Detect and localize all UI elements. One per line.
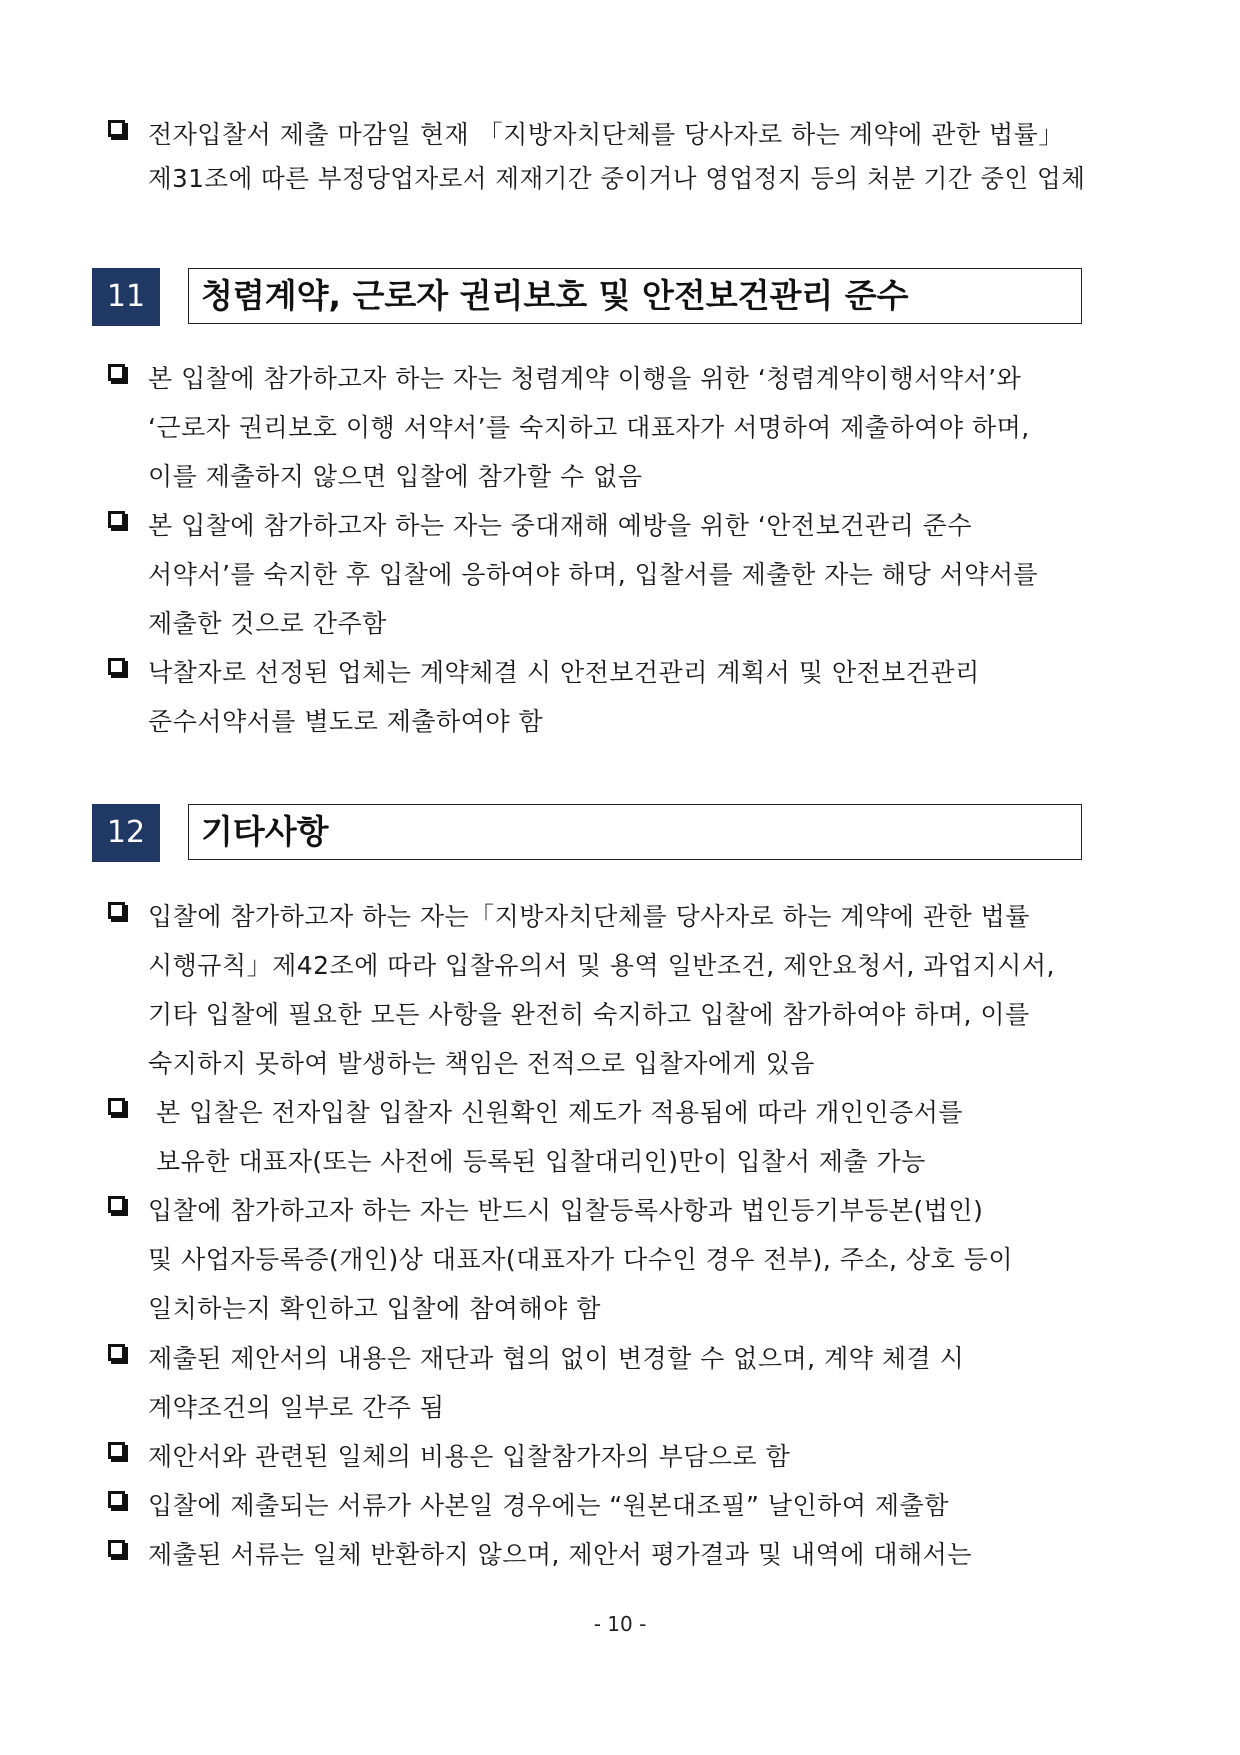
item-line: 입찰에 제출되는 서류가 사본일 경우에는 “원본대조필” 날인하여 제출함 bbox=[148, 1491, 949, 1520]
checkbox-bullet-icon bbox=[108, 120, 125, 137]
item-line: 보유한 대표자(또는 사전에 등록된 입찰대리인)만이 입찰서 제출 가능 bbox=[156, 1147, 926, 1176]
item-line: 및 사업자등록증(개인)상 대표자(대표자가 다수인 경우 전부), 주소, 상호 등이 bbox=[148, 1245, 1013, 1274]
section-title: 기타사항 bbox=[201, 812, 329, 851]
list-item bbox=[108, 1481, 1108, 1531]
list-item bbox=[108, 1088, 1108, 1188]
item-line: 시행규칙」제42조에 따라 입찰유의서 및 용역 일반조건, 제안요청서, 과업지시서, bbox=[148, 951, 1055, 980]
list-item bbox=[108, 1186, 1108, 1336]
checkbox-bullet-icon bbox=[108, 1098, 125, 1115]
list-item bbox=[108, 892, 1108, 1092]
item-line: 이를 제출하지 않으면 입찰에 참가할 수 없음 bbox=[148, 462, 643, 491]
item-line: 일치하는지 확인하고 입찰에 참여해야 함 bbox=[148, 1294, 601, 1323]
item-line: 본 입찰에 참가하고자 하는 자는 중대재해 예방을 위한 ‘안전보건관리 준수 bbox=[148, 511, 972, 540]
checkbox-bullet-icon bbox=[108, 1344, 125, 1361]
checkbox-bullet-icon bbox=[108, 1196, 125, 1213]
checkbox-bullet-icon bbox=[108, 511, 125, 528]
checkbox-bullet-icon bbox=[108, 1491, 125, 1508]
list-item bbox=[108, 1530, 1108, 1580]
section-number: 11 bbox=[92, 268, 160, 326]
page-number: - 10 - bbox=[593, 1612, 647, 1636]
checkbox-bullet-icon bbox=[108, 364, 125, 381]
section-heading-11 bbox=[92, 268, 1092, 328]
item-line: 서약서’를 숙지한 후 입찰에 응하여야 하며, 입찰서를 제출한 자는 해당 서약서를 bbox=[148, 560, 1039, 589]
list-item bbox=[108, 1334, 1108, 1434]
list-item bbox=[108, 501, 1108, 651]
section-title-box bbox=[188, 268, 1082, 324]
section-number: 12 bbox=[92, 804, 160, 862]
checkbox-bullet-icon bbox=[108, 1540, 125, 1557]
item-line: 기타 입찰에 필요한 모든 사항을 완전히 숙지하고 입찰에 참가하여야 하며, 이를 bbox=[148, 1000, 1030, 1029]
checkbox-bullet-icon bbox=[108, 1442, 125, 1459]
item-line: 본 입찰에 참가하고자 하는 자는 청렴계약 이행을 위한 ‘청렴계약이행서약서’와 bbox=[148, 364, 1022, 393]
checkbox-bullet-icon bbox=[108, 658, 125, 675]
item-line: 준수서약서를 별도로 제출하여야 함 bbox=[148, 707, 544, 736]
section-heading-12 bbox=[92, 804, 1092, 864]
item-line: 계약조건의 일부로 간주 됨 bbox=[148, 1393, 445, 1422]
list-item bbox=[108, 354, 1108, 504]
item-line: 입찰에 참가하고자 하는 자는「지방자치단체를 당사자로 하는 계약에 관한 법률 bbox=[148, 902, 1030, 931]
item-line: 본 입찰은 전자입찰 입찰자 신원확인 제도가 적용됨에 따라 개인인증서를 bbox=[156, 1098, 964, 1127]
list-item bbox=[108, 1432, 1108, 1482]
item-line: 전자입찰서 제출 마감일 현재 「지방자치단체를 당사자로 하는 계약에 관한 법률」 bbox=[148, 120, 1064, 149]
section-title: 청렴계약, 근로자 권리보호 및 안전보건관리 준수 bbox=[201, 276, 909, 315]
item-line: 낙찰자로 선정된 업체는 계약체결 시 안전보건관리 계획서 및 안전보건관리 bbox=[148, 658, 980, 687]
item-line: ‘근로자 권리보호 이행 서약서’를 숙지하고 대표자가 서명하여 제출하여야 하며, bbox=[148, 413, 1030, 442]
list-item bbox=[108, 110, 1108, 208]
item-line: 제31조에 따른 부정당업자로서 제재기간 중이거나 영업정지 등의 처분 기간 중인 업체 bbox=[148, 164, 1086, 193]
checkbox-bullet-icon bbox=[108, 902, 125, 919]
item-line: 입찰에 참가하고자 하는 자는 반드시 입찰등록사항과 법인등기부등본(법인) bbox=[148, 1196, 984, 1225]
item-line: 제출된 제안서의 내용은 재단과 협의 없이 변경할 수 없으며, 계약 체결 시 bbox=[148, 1344, 965, 1373]
item-line: 제출된 서류는 일체 반환하지 않으며, 제안서 평가결과 및 내역에 대해서는 bbox=[148, 1540, 972, 1569]
item-line: 제안서와 관련된 일체의 비용은 입찰참가자의 부담으로 함 bbox=[148, 1442, 791, 1471]
section-title-box bbox=[188, 804, 1082, 860]
item-line: 숙지하지 못하여 발생하는 책임은 전적으로 입찰자에게 있음 bbox=[148, 1049, 815, 1078]
list-item bbox=[108, 648, 1108, 748]
item-line: 제출한 것으로 간주함 bbox=[148, 609, 387, 638]
